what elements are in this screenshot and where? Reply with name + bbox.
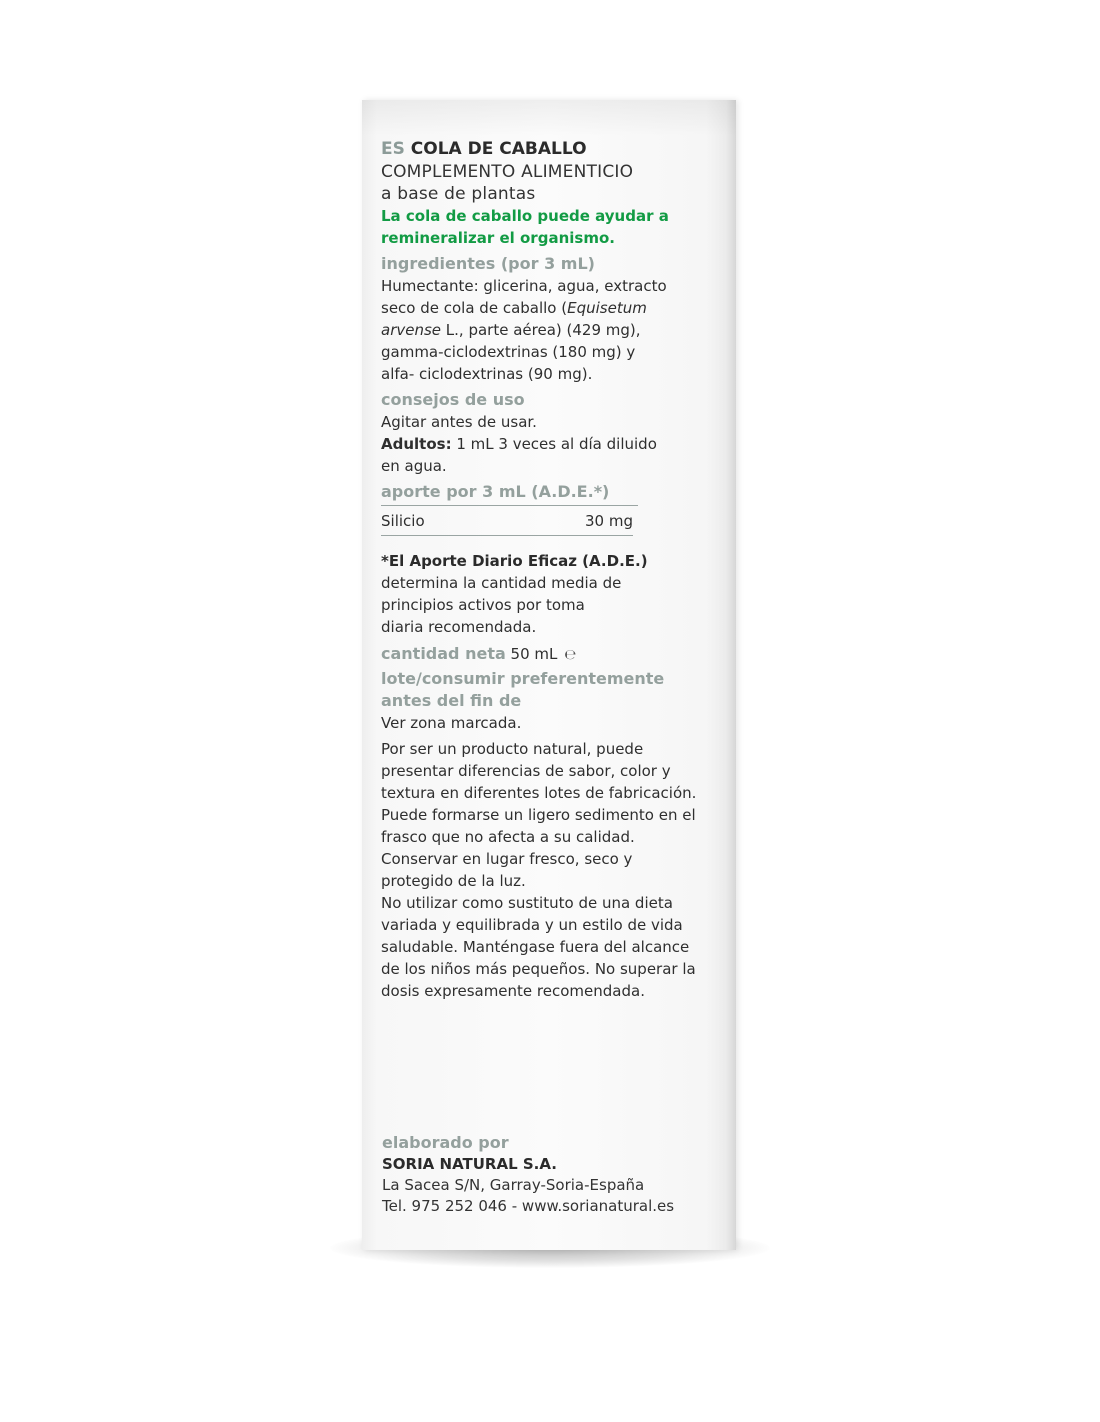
- net-quantity-label: cantidad neta: [381, 644, 506, 663]
- manufacturer-name: SORIA NATURAL S.A.: [382, 1155, 557, 1173]
- health-claim-line-1: La cola de caballo puede ayudar a: [381, 207, 669, 225]
- ingredients-line: [381, 297, 721, 319]
- warnings-block: [381, 738, 721, 1002]
- manufacturer-block: [382, 1132, 722, 1217]
- manufacturer-contact: Tel. 975 252 046 - www.sorianatural.es: [382, 1197, 675, 1215]
- ade-note: [381, 550, 721, 638]
- ingredients-line: [381, 319, 721, 341]
- ingredients-latin-name: Equisetum: [567, 299, 647, 317]
- label-content: [381, 137, 721, 1002]
- nutrition-heading: aporte por 3 mL (A.D.E.*): [381, 481, 638, 506]
- ingredients-text: seco de cola de caballo (: [381, 299, 568, 317]
- lote-text: Ver zona marcada.: [381, 714, 522, 732]
- estimated-sign-icon: ℮: [564, 647, 577, 663]
- product-box-side-panel: [362, 100, 736, 1250]
- manufacturer-address: La Sacea S/N, Garray-Soria-España: [382, 1176, 645, 1194]
- product-title: [381, 137, 721, 161]
- box-top-shade: [362, 100, 736, 136]
- lote-heading: lote/consumir preferentemente: [381, 669, 665, 688]
- warning-line: textura en diferentes lotes de fabricación.: [381, 784, 697, 802]
- usage-dose: 1 mL 3 veces al día diluido: [451, 435, 657, 453]
- warning-line: protegido de la luz.: [381, 872, 526, 890]
- ingredients-line: alfa- ciclodextrinas (90 mg).: [381, 365, 593, 383]
- warning-line: No utilizar como sustituto de una dieta: [381, 894, 673, 912]
- warning-line: Puede formarse un ligero sedimento en el: [381, 806, 696, 824]
- subtitle-plants: a base de plantas: [381, 184, 536, 204]
- box-edge-shade: [726, 100, 736, 1250]
- ingredients-line: gamma-ciclodextrinas (180 mg) y: [381, 343, 636, 361]
- usage-adults-label: Adultos:: [381, 435, 452, 453]
- net-quantity-value: 50 mL: [505, 645, 558, 663]
- warning-line: presentar diferencias de sabor, color y: [381, 762, 671, 780]
- usage-line: en agua.: [381, 457, 447, 475]
- usage-line: [381, 433, 721, 455]
- health-claim-line-2: remineralizar el organismo.: [381, 229, 615, 247]
- ade-note-title: *El Aporte Diario Eficaz (A.D.E.): [381, 552, 648, 570]
- ade-note-line: diaria recomendada.: [381, 618, 537, 636]
- warning-line: Conservar en lugar fresco, seco y: [381, 850, 633, 868]
- warning-line: frasco que no afecta a su calidad.: [381, 828, 635, 846]
- lote-heading-cont: antes del fin de: [381, 691, 522, 710]
- nutrition-row: [381, 506, 633, 536]
- warning-line: de los niños más pequeños. No superar la: [381, 960, 696, 978]
- manufacturer-heading: elaborado por: [382, 1133, 509, 1152]
- language-code: ES: [381, 139, 405, 159]
- nutrient-name: Silicio: [381, 512, 425, 530]
- nutrient-value: 30 mg: [585, 512, 633, 530]
- net-quantity: [381, 643, 721, 666]
- warning-line: variada y equilibrada y un estilo de vida: [381, 916, 683, 934]
- usage-line: Agitar antes de usar.: [381, 413, 537, 431]
- ingredients-line: Humectante: glicerina, agua, extracto: [381, 277, 667, 295]
- warning-line: Por ser un producto natural, puede: [381, 740, 644, 758]
- ingredients-heading: ingredientes (por 3 mL): [381, 254, 595, 273]
- ade-note-line: determina la cantidad media de: [381, 574, 622, 592]
- warning-line: saludable. Manténgase fuera del alcance: [381, 938, 690, 956]
- ade-note-line: principios activos por toma: [381, 596, 585, 614]
- ingredients-latin-name: arvense: [381, 321, 442, 339]
- warning-line: dosis expresamente recomendada.: [381, 982, 645, 1000]
- ingredients-text: L., parte aérea) (429 mg),: [441, 321, 641, 339]
- subtitle-complement: COMPLEMENTO ALIMENTICIO: [381, 162, 634, 182]
- product-name: COLA DE CABALLO: [410, 139, 587, 159]
- usage-heading: consejos de uso: [381, 390, 525, 409]
